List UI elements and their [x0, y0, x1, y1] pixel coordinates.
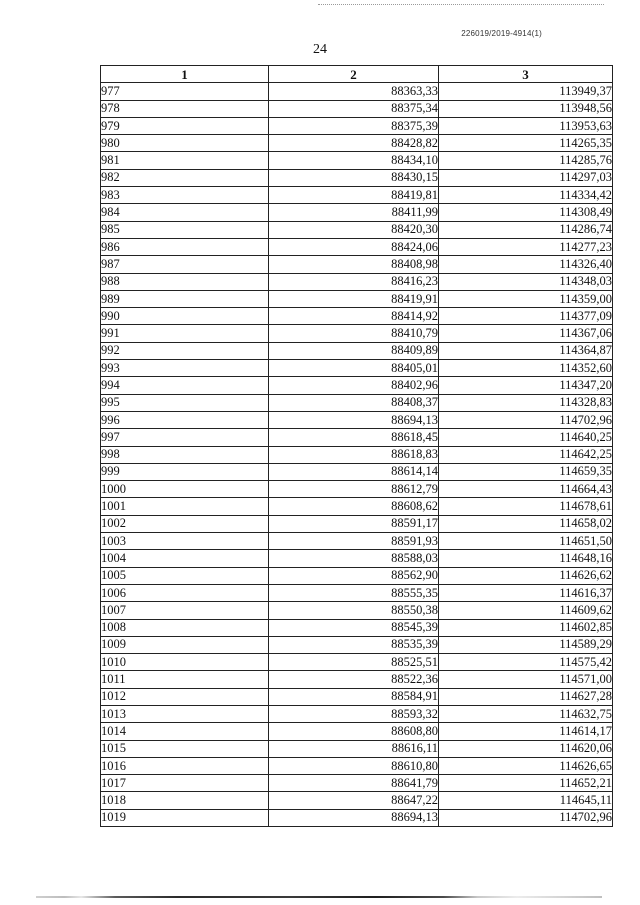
- point-number-cell: 993: [101, 360, 269, 377]
- column-header-3: 3: [439, 66, 613, 83]
- point-number-cell: 1005: [101, 567, 269, 584]
- table-row: [101, 619, 613, 636]
- x-coordinate-cell: 88416,23: [269, 273, 439, 290]
- table-row: [101, 688, 613, 705]
- table-header-row: [101, 66, 613, 83]
- table-row: [101, 169, 613, 186]
- table-row: [101, 463, 613, 480]
- x-coordinate-cell: 88616,11: [269, 740, 439, 757]
- point-number-cell: 995: [101, 394, 269, 411]
- point-number-cell: 986: [101, 238, 269, 255]
- point-number-cell: 1000: [101, 481, 269, 498]
- table-body: [101, 83, 613, 827]
- x-coordinate-cell: 88414,92: [269, 308, 439, 325]
- y-coordinate-cell: 114328,83: [439, 394, 613, 411]
- x-coordinate-cell: 88408,98: [269, 256, 439, 273]
- table-row: [101, 290, 613, 307]
- table-row: [101, 602, 613, 619]
- x-coordinate-cell: 88522,36: [269, 671, 439, 688]
- y-coordinate-cell: 114626,65: [439, 757, 613, 774]
- y-coordinate-cell: 114627,28: [439, 688, 613, 705]
- y-coordinate-cell: 114297,03: [439, 169, 613, 186]
- table-row: [101, 83, 613, 100]
- table-row: [101, 204, 613, 221]
- table-row: [101, 446, 613, 463]
- table-row: [101, 221, 613, 238]
- x-coordinate-cell: 88545,39: [269, 619, 439, 636]
- x-coordinate-cell: 88419,81: [269, 187, 439, 204]
- point-number-cell: 1003: [101, 533, 269, 550]
- y-coordinate-cell: 114616,37: [439, 584, 613, 601]
- x-coordinate-cell: 88614,14: [269, 463, 439, 480]
- y-coordinate-cell: 114348,03: [439, 273, 613, 290]
- y-coordinate-cell: 114364,87: [439, 342, 613, 359]
- y-coordinate-cell: 114308,49: [439, 204, 613, 221]
- point-number-cell: 996: [101, 411, 269, 428]
- x-coordinate-cell: 88641,79: [269, 775, 439, 792]
- y-coordinate-cell: 114620,06: [439, 740, 613, 757]
- table-row: [101, 273, 613, 290]
- table-row: [101, 256, 613, 273]
- x-coordinate-cell: 88588,03: [269, 550, 439, 567]
- y-coordinate-cell: 113949,37: [439, 83, 613, 100]
- point-number-cell: 978: [101, 100, 269, 117]
- y-coordinate-cell: 114265,35: [439, 135, 613, 152]
- x-coordinate-cell: 88612,79: [269, 481, 439, 498]
- x-coordinate-cell: 88694,13: [269, 809, 439, 826]
- y-coordinate-cell: 114678,61: [439, 498, 613, 515]
- table-row: [101, 705, 613, 722]
- point-number-cell: 987: [101, 256, 269, 273]
- point-number-cell: 1004: [101, 550, 269, 567]
- point-number-cell: 984: [101, 204, 269, 221]
- y-coordinate-cell: 114277,23: [439, 238, 613, 255]
- point-number-cell: 1019: [101, 809, 269, 826]
- x-coordinate-cell: 88419,91: [269, 290, 439, 307]
- table-row: [101, 117, 613, 134]
- table-row: [101, 342, 613, 359]
- point-number-cell: 1006: [101, 584, 269, 601]
- x-coordinate-cell: 88424,06: [269, 238, 439, 255]
- page-number: 24: [313, 42, 327, 57]
- bottom-scan-line: [36, 896, 602, 898]
- y-coordinate-cell: 114575,42: [439, 654, 613, 671]
- x-coordinate-cell: 88363,33: [269, 83, 439, 100]
- point-number-cell: 985: [101, 221, 269, 238]
- y-coordinate-cell: 114664,43: [439, 481, 613, 498]
- point-number-cell: 991: [101, 325, 269, 342]
- point-number-cell: 1002: [101, 515, 269, 532]
- x-coordinate-cell: 88434,10: [269, 152, 439, 169]
- y-coordinate-cell: 113953,63: [439, 117, 613, 134]
- point-number-cell: 999: [101, 463, 269, 480]
- point-number-cell: 990: [101, 308, 269, 325]
- y-coordinate-cell: 114347,20: [439, 377, 613, 394]
- point-number-cell: 979: [101, 117, 269, 134]
- y-coordinate-cell: 114640,25: [439, 429, 613, 446]
- point-number-cell: 1001: [101, 498, 269, 515]
- x-coordinate-cell: 88584,91: [269, 688, 439, 705]
- x-coordinate-cell: 88430,15: [269, 169, 439, 186]
- x-coordinate-cell: 88593,32: [269, 705, 439, 722]
- point-number-cell: 989: [101, 290, 269, 307]
- x-coordinate-cell: 88428,82: [269, 135, 439, 152]
- x-coordinate-cell: 88694,13: [269, 411, 439, 428]
- table-row: [101, 533, 613, 550]
- table-row: [101, 394, 613, 411]
- point-number-cell: 982: [101, 169, 269, 186]
- y-coordinate-cell: 114326,40: [439, 256, 613, 273]
- document-id: 226019/2019-4914(1): [461, 29, 542, 38]
- x-coordinate-cell: 88405,01: [269, 360, 439, 377]
- y-coordinate-cell: 114659,35: [439, 463, 613, 480]
- y-coordinate-cell: 114632,75: [439, 705, 613, 722]
- y-coordinate-cell: 114285,76: [439, 152, 613, 169]
- point-number-cell: 1015: [101, 740, 269, 757]
- table-row: [101, 325, 613, 342]
- top-dotted-rule: [318, 4, 604, 5]
- y-coordinate-cell: 114589,29: [439, 636, 613, 653]
- table-row: [101, 498, 613, 515]
- table-row: [101, 567, 613, 584]
- y-coordinate-cell: 114286,74: [439, 221, 613, 238]
- y-coordinate-cell: 114359,00: [439, 290, 613, 307]
- y-coordinate-cell: 114645,11: [439, 792, 613, 809]
- y-coordinate-cell: 114334,42: [439, 187, 613, 204]
- point-number-cell: 997: [101, 429, 269, 446]
- table-row: [101, 775, 613, 792]
- table-row: [101, 792, 613, 809]
- x-coordinate-cell: 88411,99: [269, 204, 439, 221]
- column-header-2: 2: [269, 66, 439, 83]
- table-row: [101, 636, 613, 653]
- table-row: [101, 654, 613, 671]
- y-coordinate-cell: 114658,02: [439, 515, 613, 532]
- table-row: [101, 411, 613, 428]
- x-coordinate-cell: 88618,83: [269, 446, 439, 463]
- y-coordinate-cell: 113948,56: [439, 100, 613, 117]
- table-row: [101, 584, 613, 601]
- y-coordinate-cell: 114651,50: [439, 533, 613, 550]
- point-number-cell: 983: [101, 187, 269, 204]
- table-row: [101, 377, 613, 394]
- table-row: [101, 515, 613, 532]
- table-row: [101, 550, 613, 567]
- y-coordinate-cell: 114702,96: [439, 411, 613, 428]
- x-coordinate-cell: 88618,45: [269, 429, 439, 446]
- table-row: [101, 187, 613, 204]
- point-number-cell: 1008: [101, 619, 269, 636]
- x-coordinate-cell: 88608,62: [269, 498, 439, 515]
- y-coordinate-cell: 114609,62: [439, 602, 613, 619]
- y-coordinate-cell: 114642,25: [439, 446, 613, 463]
- column-header-1: 1: [101, 66, 269, 83]
- table-row: [101, 429, 613, 446]
- table-row: [101, 308, 613, 325]
- x-coordinate-cell: 88375,39: [269, 117, 439, 134]
- y-coordinate-cell: 114626,62: [439, 567, 613, 584]
- x-coordinate-cell: 88410,79: [269, 325, 439, 342]
- point-number-cell: 1011: [101, 671, 269, 688]
- y-coordinate-cell: 114648,16: [439, 550, 613, 567]
- table-row: [101, 100, 613, 117]
- y-coordinate-cell: 114377,09: [439, 308, 613, 325]
- y-coordinate-cell: 114571,00: [439, 671, 613, 688]
- x-coordinate-cell: 88402,96: [269, 377, 439, 394]
- x-coordinate-cell: 88408,37: [269, 394, 439, 411]
- point-number-cell: 1018: [101, 792, 269, 809]
- table-row: [101, 152, 613, 169]
- x-coordinate-cell: 88375,34: [269, 100, 439, 117]
- point-number-cell: 1014: [101, 723, 269, 740]
- point-number-cell: 980: [101, 135, 269, 152]
- table-row: [101, 809, 613, 826]
- point-number-cell: 1010: [101, 654, 269, 671]
- table-row: [101, 740, 613, 757]
- point-number-cell: 988: [101, 273, 269, 290]
- y-coordinate-cell: 114367,06: [439, 325, 613, 342]
- point-number-cell: 1012: [101, 688, 269, 705]
- y-coordinate-cell: 114352,60: [439, 360, 613, 377]
- point-number-cell: 981: [101, 152, 269, 169]
- point-number-cell: 1009: [101, 636, 269, 653]
- table-row: [101, 723, 613, 740]
- point-number-cell: 992: [101, 342, 269, 359]
- table-row: [101, 671, 613, 688]
- point-number-cell: 1017: [101, 775, 269, 792]
- point-number-cell: 998: [101, 446, 269, 463]
- y-coordinate-cell: 114702,96: [439, 809, 613, 826]
- x-coordinate-cell: 88555,35: [269, 584, 439, 601]
- table-row: [101, 135, 613, 152]
- x-coordinate-cell: 88409,89: [269, 342, 439, 359]
- table-header: [101, 66, 613, 83]
- x-coordinate-cell: 88591,17: [269, 515, 439, 532]
- x-coordinate-cell: 88610,80: [269, 757, 439, 774]
- table-row: [101, 481, 613, 498]
- table-row: [101, 757, 613, 774]
- x-coordinate-cell: 88525,51: [269, 654, 439, 671]
- x-coordinate-cell: 88647,22: [269, 792, 439, 809]
- x-coordinate-cell: 88535,39: [269, 636, 439, 653]
- x-coordinate-cell: 88608,80: [269, 723, 439, 740]
- y-coordinate-cell: 114602,85: [439, 619, 613, 636]
- point-number-cell: 1013: [101, 705, 269, 722]
- point-number-cell: 1016: [101, 757, 269, 774]
- x-coordinate-cell: 88562,90: [269, 567, 439, 584]
- x-coordinate-cell: 88591,93: [269, 533, 439, 550]
- point-number-cell: 977: [101, 83, 269, 100]
- point-number-cell: 1007: [101, 602, 269, 619]
- point-number-cell: 994: [101, 377, 269, 394]
- x-coordinate-cell: 88550,38: [269, 602, 439, 619]
- x-coordinate-cell: 88420,30: [269, 221, 439, 238]
- y-coordinate-cell: 114614,17: [439, 723, 613, 740]
- coordinates-table: [100, 65, 613, 827]
- table-row: [101, 360, 613, 377]
- table-row: [101, 238, 613, 255]
- y-coordinate-cell: 114652,21: [439, 775, 613, 792]
